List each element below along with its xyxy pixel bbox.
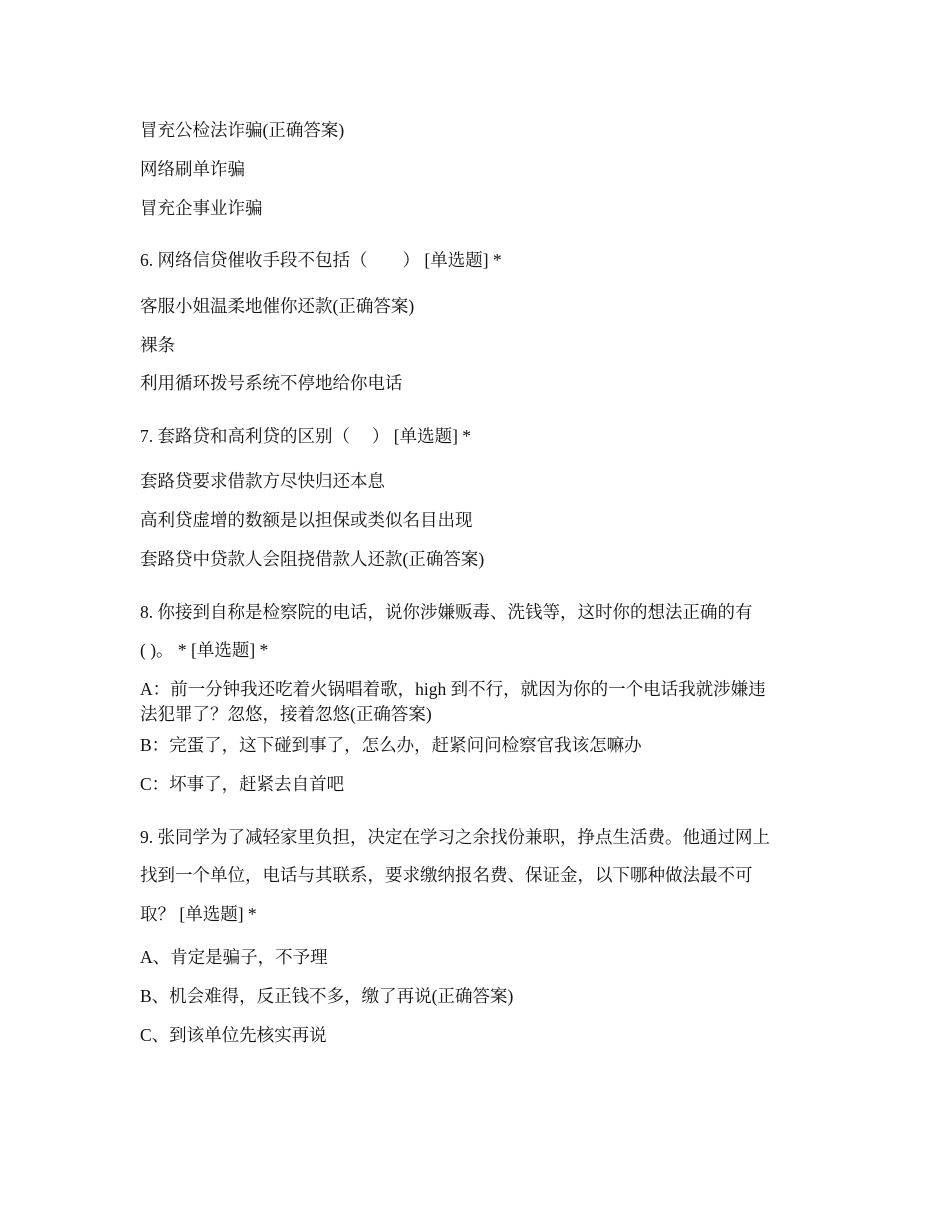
q6-option-1: 客服小姐温柔地催你还款(正确答案) [140, 296, 415, 316]
q5-option-2: 网络刷单诈骗 [140, 159, 245, 179]
q9-question-line2: 找到一个单位，电话与其联系，要求缴纳报名费、保证金，以下哪种做法最不可 [140, 865, 753, 885]
q7-option-3: 套路贷中贷款人会阻挠借款人还款(正确答案) [140, 549, 485, 569]
q8-option-c: C：坏事了，赶紧去自首吧 [140, 774, 345, 794]
q8-question-line2: ( )。 * [单选题] * [140, 640, 269, 660]
q6-question: 6. 网络信贷催收手段不包括（ ） [单选题] * [140, 250, 502, 270]
q7-option-2: 高利贷虚增的数额是以担保或类似名目出现 [140, 510, 473, 530]
q5-option-3: 冒充企事业诈骗 [140, 198, 263, 218]
q8-question-line1: 8. 你接到自称是检察院的电话，说你涉嫌贩毒、洗钱等，这时你的想法正确的有 [140, 602, 753, 622]
q9-option-a: A、肯定是骗子，不予理 [140, 947, 328, 967]
q6-option-2: 裸条 [140, 335, 175, 355]
q9-question-line1: 9. 张同学为了减轻家里负担，决定在学习之余找份兼职，挣点生活费。他通过网上 [140, 827, 770, 847]
q9-question-line3: 取？ [单选题] * [140, 904, 257, 924]
q8-option-a-line2: 法犯罪了？忽悠，接着忽悠(正确答案) [140, 704, 432, 724]
q9-option-c: C、到该单位先核实再说 [140, 1025, 327, 1045]
q8-option-b: B：完蛋了，这下碰到事了，怎么办，赶紧问问检察官我该怎嘛办 [140, 735, 642, 755]
q7-question: 7. 套路贷和高利贷的区别（ ） [单选题] * [140, 426, 472, 446]
q8-option-a-line1: A：前一分钟我还吃着火锅唱着歌，high 到不行，就因为你的一个电话我就涉嫌违 [140, 679, 766, 699]
q5-option-1: 冒充公检法诈骗(正确答案) [140, 120, 345, 140]
q6-option-3: 利用循环拨号系统不停地给你电话 [140, 373, 403, 393]
q9-option-b: B、机会难得，反正钱不多，缴了再说(正确答案) [140, 986, 514, 1006]
q7-option-1: 套路贷要求借款方尽快归还本息 [140, 471, 385, 491]
